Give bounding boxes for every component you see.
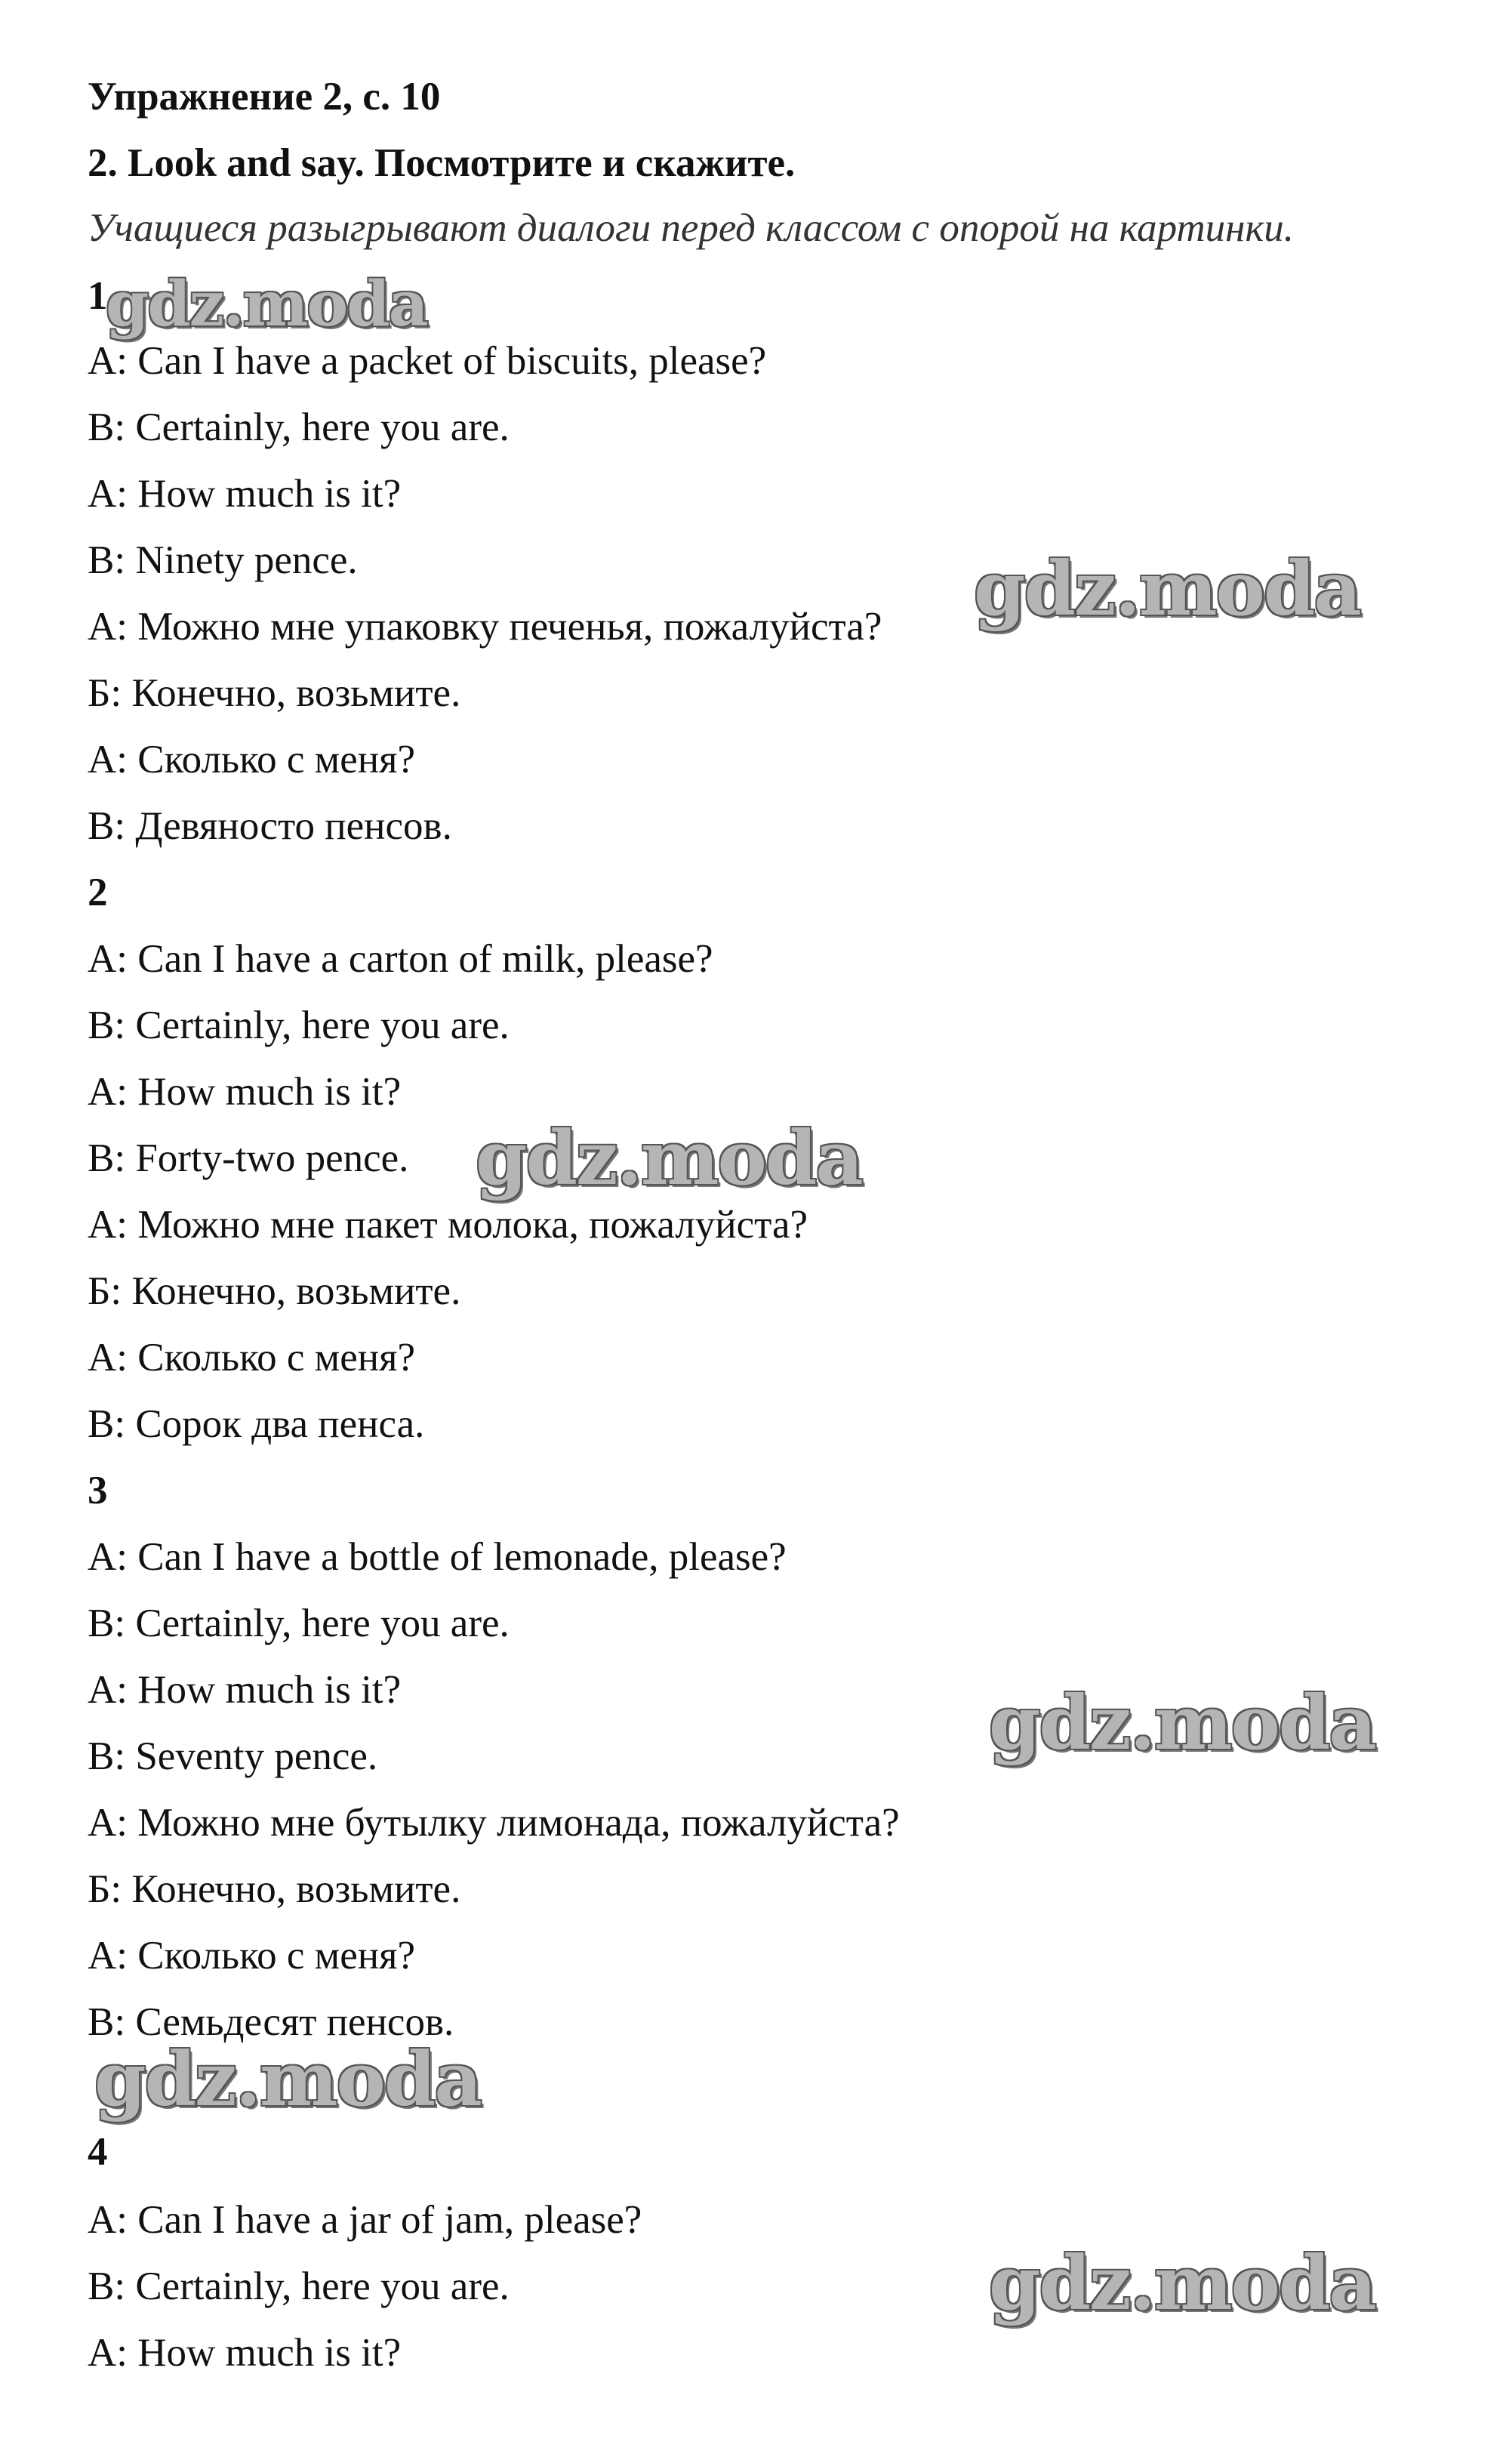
dialogue-line: B: Certainly, here you are. xyxy=(88,1602,510,1645)
dialogue-line: A: How much is it? xyxy=(88,472,402,516)
dialogue-line: A: Can I have a carton of milk, please? xyxy=(88,937,713,981)
watermark-logo: gdz.moda xyxy=(989,2240,1375,2327)
dialogue-line: B: Seventy pence. xyxy=(88,1734,378,1778)
dialogue-line: B: Forty-two pence. xyxy=(88,1136,409,1180)
watermark-logo: gdz.moda xyxy=(106,268,427,341)
dialogue-line: B: Certainly, here you are. xyxy=(88,2264,510,2308)
section-number: 4 xyxy=(88,2130,108,2174)
dialogue-line: A: Can I have a packet of biscuits, please? xyxy=(88,339,767,383)
task-instruction: Учащиеся разыгрывают диалоги перед классом с опорой на картинки. xyxy=(88,206,1294,250)
exercise-title: Упражнение 2, с. 10 xyxy=(88,75,441,119)
dialogue-line: B: Ninety pence. xyxy=(88,538,358,582)
dialogue-line: А: Сколько с меня? xyxy=(88,738,415,782)
dialogue-line: А: Можно мне упаковку печенья, пожалуйста? xyxy=(88,605,882,649)
dialogue-line: A: How much is it? xyxy=(88,2331,402,2375)
watermark-logo: gdz.moda xyxy=(476,1115,862,1202)
dialogue-line: А: Сколько с меня? xyxy=(88,1934,415,1978)
dialogue-line: A: How much is it? xyxy=(88,1668,402,1712)
dialogue-line: B: Certainly, here you are. xyxy=(88,1003,510,1047)
watermark-logo: gdz.moda xyxy=(94,2036,481,2123)
dialogue-line: A: Can I have a jar of jam, please? xyxy=(88,2198,642,2242)
dialogue-line: В: Семьдесят пенсов. xyxy=(88,2000,454,2044)
dialogue-line: A: Can I have a bottle of lemonade, please? xyxy=(88,1535,787,1579)
section-number: 3 xyxy=(88,1469,108,1512)
dialogue-line: А: Можно мне бутылку лимонада, пожалуйста? xyxy=(88,1801,900,1845)
dialogue-line: B: Certainly, here you are. xyxy=(88,405,510,449)
watermark-logo: gdz.moda xyxy=(974,546,1360,633)
dialogue-line: Б: Конечно, возьмите. xyxy=(88,1867,461,1911)
section-number: 2 xyxy=(88,871,108,914)
dialogue-line: В: Девяносто пенсов. xyxy=(88,804,452,848)
dialogue-line: А: Сколько с меня? xyxy=(88,1336,415,1380)
dialogue-line: Б: Конечно, возьмите. xyxy=(88,1269,461,1313)
watermark-logo: gdz.moda xyxy=(989,1680,1375,1767)
section-number: 1 xyxy=(88,274,108,318)
dialogue-line: A: How much is it? xyxy=(88,1070,402,1114)
dialogue-line: Б: Конечно, возьмите. xyxy=(88,671,461,715)
task-title: 2. Look and say. Посмотрите и скажите. xyxy=(88,141,796,185)
dialogue-line: А: Можно мне пакет молока, пожалуйста? xyxy=(88,1203,808,1247)
dialogue-line: В: Сорок два пенса. xyxy=(88,1402,425,1446)
